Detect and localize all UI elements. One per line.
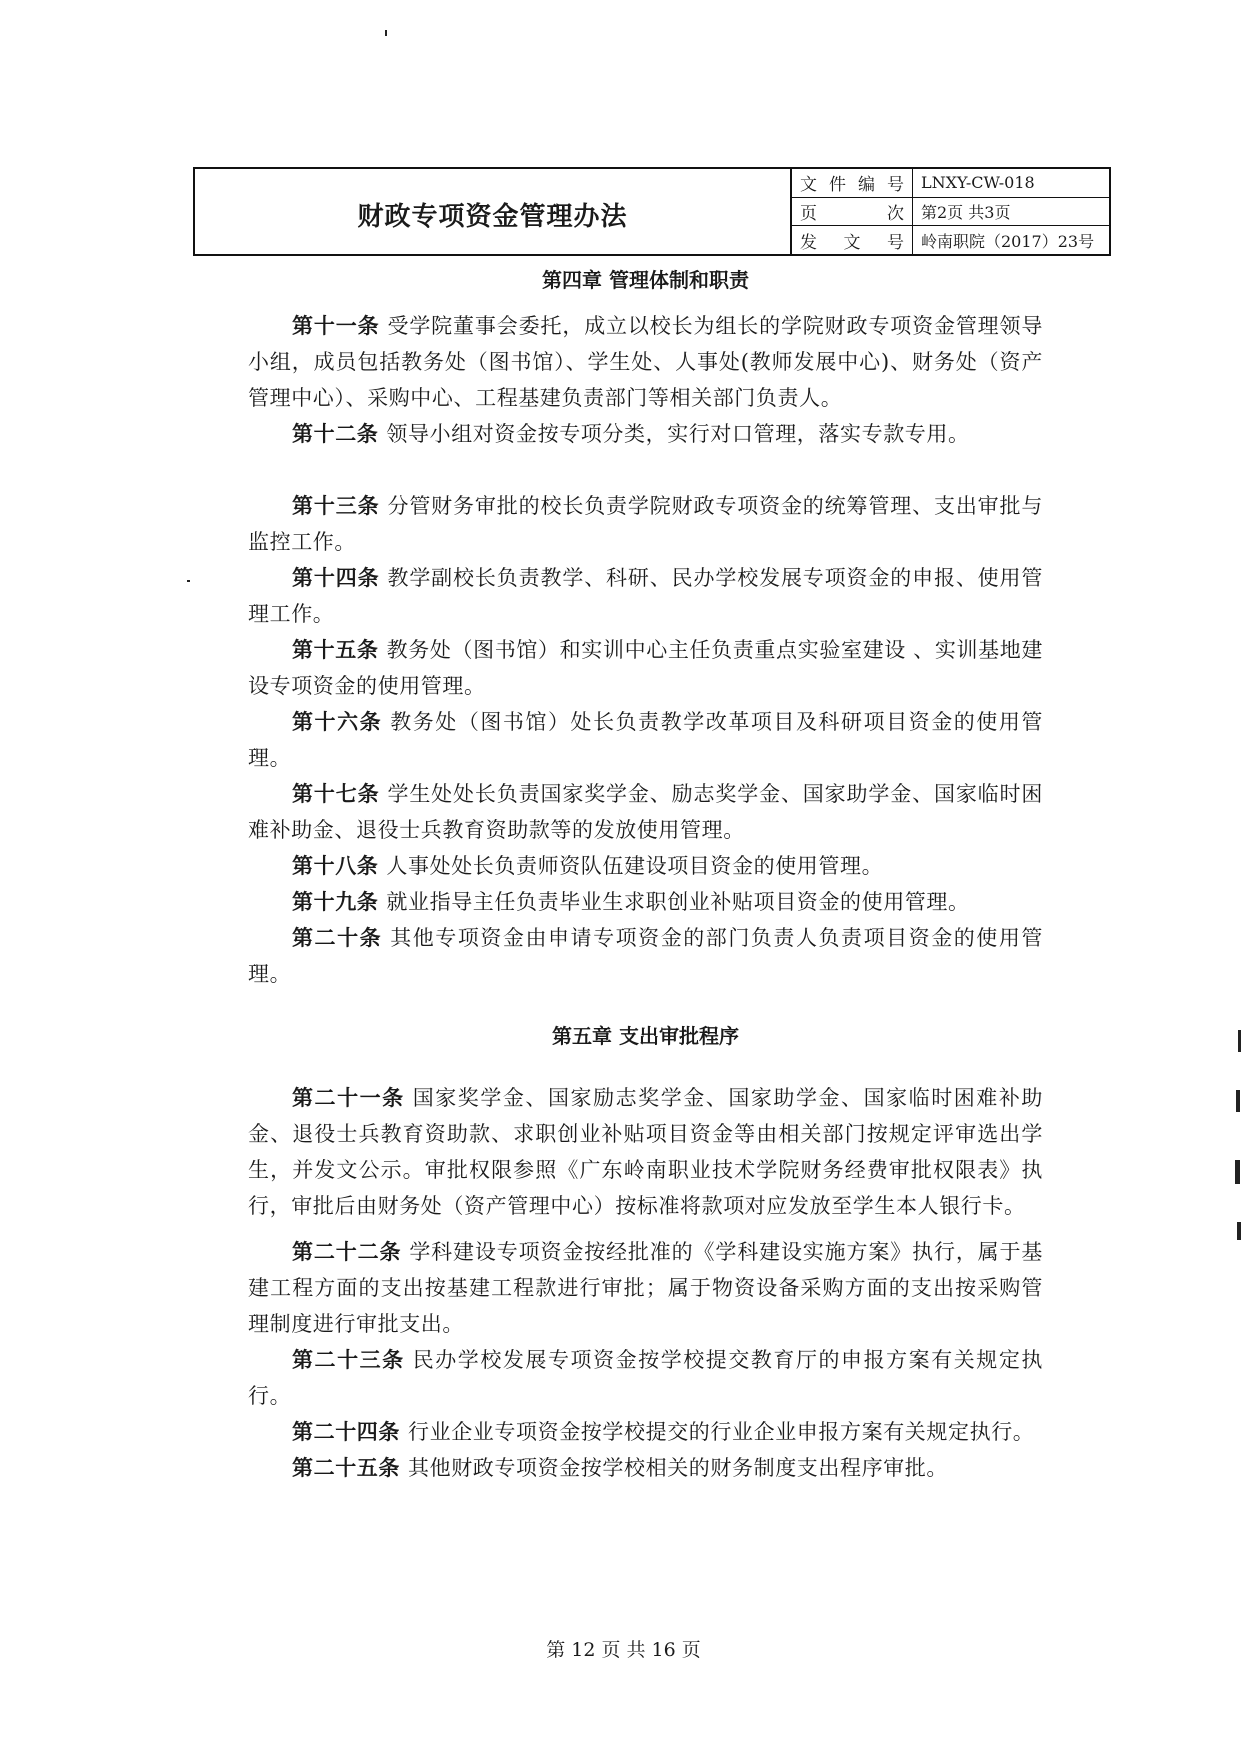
article-label: 第二十条: [292, 926, 383, 950]
meta-value-page: 第2页 共3页: [921, 203, 1011, 222]
article: [248, 1080, 1043, 1224]
article-text: 其他财政专项资金按学校相关的财务制度支出程序审批。: [408, 1456, 948, 1480]
article: [248, 416, 1043, 452]
article: [248, 776, 1043, 848]
article-label: 第二十二条: [292, 1240, 402, 1264]
meta-key-page: 页 次: [792, 198, 913, 226]
scan-artifact: [1238, 1030, 1241, 1052]
article-label: 第十五条: [292, 638, 379, 662]
article-text: 其他专项资金由申请专项资金的部门负责人负责项目资金的使用管理。: [248, 926, 1043, 986]
article: [248, 1414, 1043, 1450]
article: [248, 848, 1043, 884]
meta-row-file-number: [792, 169, 1109, 198]
article-label: 第十六条: [292, 710, 383, 734]
meta-row-page: [792, 198, 1109, 227]
article-text: 分管财务审批的校长负责学院财政专项资金的统筹管理、支出审批与监控工作。: [248, 494, 1044, 554]
article: [248, 884, 1043, 920]
article-label: 第二十五条: [292, 1456, 400, 1480]
article-label: 第二十四条: [292, 1420, 400, 1444]
article-text: 教务处（图书馆）和实训中心主任负责重点实验室建设 、实训基地建设专项资金的使用管理。: [248, 638, 1043, 698]
article-label: 第十九条: [292, 890, 379, 914]
article-text: 学生处处长负责国家奖学金、励志奖学金、国家助学金、国家临时困难补助金、退役士兵教育资助款等的发放使用管理。: [248, 782, 1044, 842]
chapter-heading: 第五章 支出审批程序: [552, 1024, 739, 1048]
article: [248, 1342, 1043, 1414]
article-text: 民办学校发展专项资金按学校提交教育厅的申报方案有关规定执行。: [248, 1348, 1043, 1408]
article-text: 受学院董事会委托，成立以校长为组长的学院财政专项资金管理领导小组，成员包括教务处（图书馆）、学生处、人事处(教师发展中心)、财务处（资产管理中心）、采购中心、工程基建负责部门等相关部门负责人。: [248, 314, 1044, 410]
article-label: 第十三条: [292, 494, 380, 518]
article: [248, 704, 1043, 776]
scan-artifact: [1236, 1090, 1240, 1112]
scan-artifact: [385, 30, 387, 36]
article: [248, 1450, 1043, 1486]
article: [248, 1234, 1043, 1342]
scan-artifact: [1235, 1160, 1240, 1184]
article-label: 第十一条: [292, 314, 380, 338]
article-text: 教学副校长负责教学、科研、民办学校发展专项资金的申报、使用管理工作。: [248, 566, 1044, 626]
article-label: 第二十一条: [292, 1086, 405, 1110]
document-title: 财政专项资金管理办法: [195, 169, 792, 254]
article: [248, 488, 1043, 560]
article-text: 教务处（图书馆）处长负责教学改革项目及科研项目资金的使用管理。: [248, 710, 1043, 770]
meta-value-file-number: LNXY-CW-018: [921, 173, 1035, 193]
article: [248, 308, 1043, 416]
article-label: 第十二条: [292, 422, 379, 446]
header-meta: [792, 169, 1109, 254]
article-label: 第十七条: [292, 782, 380, 806]
article: [248, 920, 1043, 992]
meta-key-doc-number: 发 文 号: [792, 226, 913, 254]
article-text: 行业企业专项资金按学校提交的行业企业申报方案有关规定执行。: [408, 1420, 1035, 1444]
article-text: 领导小组对资金按专项分类，实行对口管理，落实专款专用。: [386, 422, 970, 446]
document-body: [248, 262, 1043, 1486]
article-text: 就业指导主任负责毕业生求职创业补贴项目资金的使用管理。: [386, 890, 970, 914]
page-footer: 第 12 页 共 16 页: [546, 1639, 701, 1661]
article-label: 第十八条: [292, 854, 379, 878]
meta-key-file-number: 文 件 编 号: [792, 169, 913, 197]
meta-row-doc-number: [792, 226, 1109, 254]
scan-artifact: [187, 580, 190, 582]
scan-artifact: [1237, 1222, 1241, 1240]
article-label: 第二十三条: [292, 1348, 405, 1372]
meta-value-doc-number: 岭南职院（2017）23号: [921, 231, 1095, 251]
article-label: 第十四条: [292, 566, 380, 590]
article-text: 国家奖学金、国家励志奖学金、国家助学金、国家临时困难补助金、退役士兵教育资助款、求职创业补贴项目资金等由相关部门按规定评审选出学生，并发文公示。审批权限参照《广东岭南职业技术学院财务经费审批权限表》执行，审批后由财务处（资产管理中心）按标准将款项对应发放至学生本人银行卡。: [248, 1086, 1043, 1218]
article: [248, 560, 1043, 632]
chapter-heading: 第四章 管理体制和职责: [542, 268, 749, 292]
article: [248, 632, 1043, 704]
article-text: 人事处处长负责师资队伍建设项目资金的使用管理。: [386, 854, 884, 878]
article-text: 学科建设专项资金按经批准的《学科建设实施方案》执行，属于基建工程方面的支出按基建工程款进行审批；属于物资设备采购方面的支出按采购管理制度进行审批支出。: [248, 1240, 1044, 1336]
document-header-table: [193, 167, 1111, 256]
